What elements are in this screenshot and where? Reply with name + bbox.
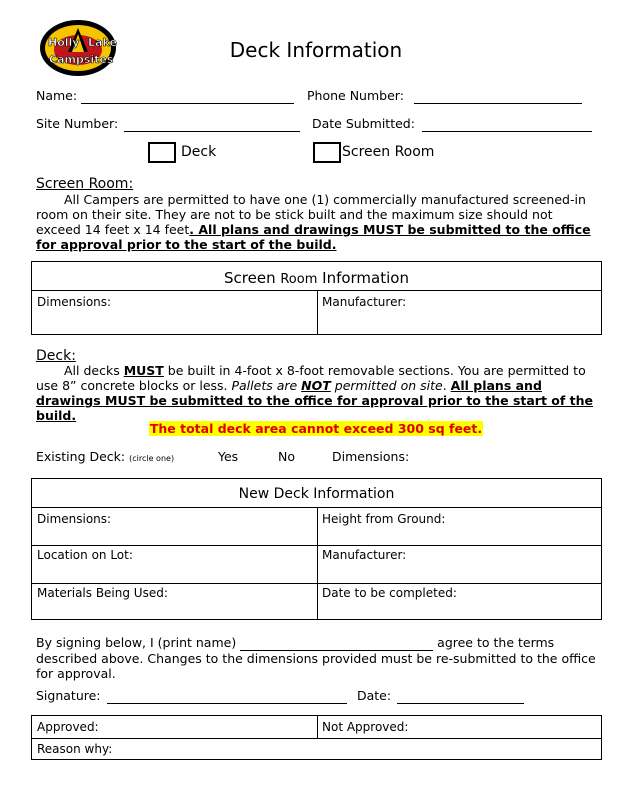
- deck-checkbox[interactable]: [148, 142, 176, 163]
- existing-deck-label: [36, 449, 174, 464]
- phone-line[interactable]: [414, 88, 582, 104]
- deck-text: be built in 4-foot x 8-foot removable sections. You are permitted to use 8” concrete blocks or less.: [36, 363, 586, 393]
- height-from-ground-field[interactable]: Height from Ground:: [322, 512, 446, 526]
- new-deck-manufacturer-field[interactable]: Manufacturer:: [322, 548, 407, 562]
- existing-deck-dimensions-field[interactable]: Dimensions:: [332, 449, 410, 464]
- deck-must-text: MUST: [123, 363, 164, 378]
- print-name-line[interactable]: [240, 635, 433, 651]
- screen-room-title-info: Information: [317, 269, 409, 287]
- logo-word-holly: Holly: [48, 36, 80, 49]
- signature-label: Signature:: [36, 688, 101, 703]
- logo-word-lake: Lake: [88, 36, 117, 49]
- name-label: Name:: [36, 88, 78, 103]
- divider: [32, 738, 601, 739]
- screen-room-bold-text: . All plans and drawings MUST be submitted to the office for approval prior to the start of the build.: [36, 222, 591, 252]
- screen-room-dimensions-field[interactable]: Dimensions:: [37, 295, 112, 309]
- deck-text: .: [442, 378, 451, 393]
- deck-italic-text: Pallets are: [231, 378, 302, 393]
- signature-date-field[interactable]: [357, 688, 524, 704]
- site-number-line[interactable]: [124, 116, 300, 132]
- divider: [317, 716, 318, 738]
- new-deck-dimensions-field[interactable]: Dimensions:: [37, 512, 112, 526]
- deck-area-warning: The total deck area cannot exceed 300 sq feet.: [149, 421, 483, 436]
- screen-room-heading: Screen Room:: [36, 176, 134, 192]
- page-title: Deck Information: [229, 38, 403, 62]
- screen-room-paragraph: [36, 192, 596, 252]
- deck-text: All decks: [64, 363, 124, 378]
- deck-italic-text: permitted on site: [330, 378, 443, 393]
- deck-checkbox-label: Deck: [181, 144, 217, 160]
- approved-field[interactable]: Approved:: [37, 720, 99, 734]
- circle-one-hint: (circle one): [129, 454, 175, 463]
- signing-text: agree to the terms described above. Changes to the dimensions provided must be re-submitted to the office for approval.: [36, 635, 596, 681]
- existing-deck-text: Existing Deck:: [36, 449, 130, 464]
- site-number-label: Site Number:: [36, 116, 119, 131]
- divider: [317, 507, 318, 619]
- existing-deck-no-option[interactable]: No: [278, 449, 295, 464]
- divider: [317, 290, 318, 334]
- date-to-be-completed-field[interactable]: Date to be completed:: [322, 586, 457, 600]
- not-approved-field[interactable]: Not Approved:: [322, 720, 409, 734]
- deck-warning-wrap: [0, 421, 618, 436]
- signature-field[interactable]: [36, 688, 347, 704]
- signing-paragraph: [36, 635, 596, 681]
- screen-room-manufacturer-field[interactable]: Manufacturer:: [322, 295, 407, 309]
- name-line[interactable]: [81, 88, 294, 104]
- screen-room-info-table: [31, 261, 602, 335]
- deck-not-text: NOT: [301, 378, 331, 393]
- date-submitted-line[interactable]: [422, 116, 592, 132]
- signature-line[interactable]: [107, 688, 347, 704]
- date-submitted-field[interactable]: [312, 116, 592, 132]
- materials-being-used-field[interactable]: Materials Being Used:: [37, 586, 168, 600]
- screen-room-title-room: Room: [280, 272, 318, 287]
- screen-room-checkbox-label: Screen Room: [342, 144, 435, 160]
- location-on-lot-field[interactable]: Location on Lot:: [37, 548, 133, 562]
- office-approval-table: [31, 715, 602, 760]
- screen-room-checkbox[interactable]: [313, 142, 341, 163]
- site-number-field[interactable]: [36, 116, 300, 132]
- signature-date-label: Date:: [357, 688, 392, 703]
- signature-date-line[interactable]: [397, 688, 524, 704]
- existing-deck-yes-option[interactable]: Yes: [218, 449, 239, 464]
- screen-room-title-part: Screen: [224, 269, 281, 287]
- new-deck-info-title: New Deck Information: [238, 486, 395, 502]
- signing-text: By signing below, I (print name): [36, 635, 241, 650]
- new-deck-info-table: [31, 478, 602, 620]
- date-submitted-label: Date Submitted:: [312, 116, 415, 131]
- logo-word-campsites: Campsites: [49, 53, 114, 66]
- deck-heading: Deck:: [36, 348, 76, 364]
- phone-field[interactable]: [307, 88, 582, 104]
- screen-room-text: All Campers are permitted to have one (1) commercially manufactured screened-in room on their site. They are not to be stick built and the maximum size should not exceed 14 feet x 14 feet: [36, 192, 586, 237]
- phone-label: Phone Number:: [307, 88, 404, 103]
- reason-why-field[interactable]: Reason why:: [37, 742, 113, 756]
- deck-bold-text: All plans and drawings MUST be submitted to the office for approval prior to the start of the build.: [36, 378, 594, 423]
- deck-paragraph: [36, 363, 596, 423]
- screen-room-info-title: [32, 269, 601, 287]
- name-field[interactable]: [36, 88, 294, 104]
